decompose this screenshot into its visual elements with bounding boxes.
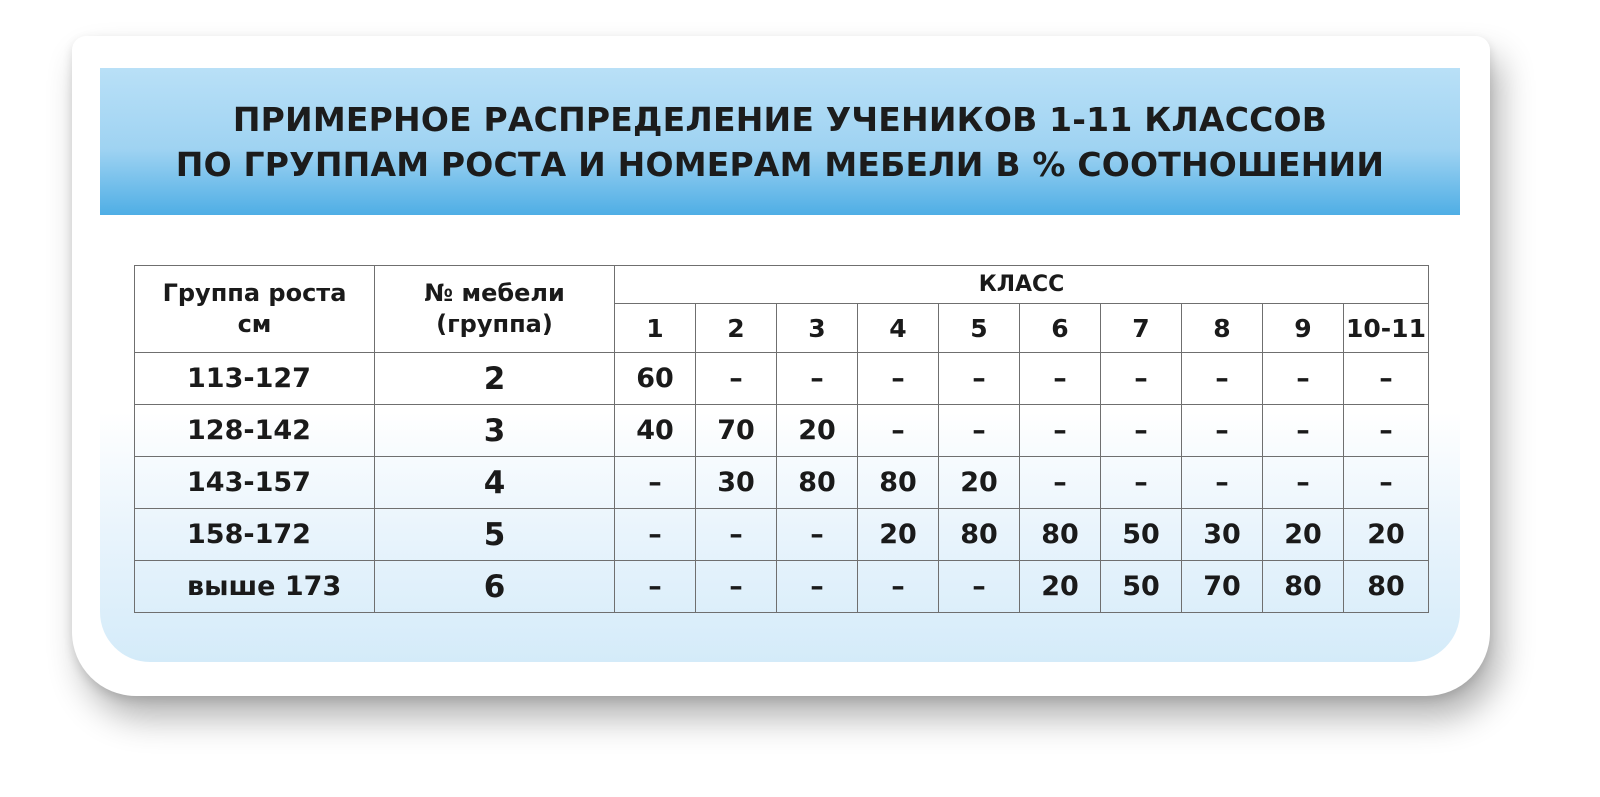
height-group-cell: 158-172 [135, 509, 375, 561]
class-header: 10-11 [1344, 304, 1429, 353]
class-header: 3 [777, 304, 858, 353]
value-cell: – [1020, 457, 1101, 509]
height-group-cell: 143-157 [135, 457, 375, 509]
table-row [135, 353, 1429, 405]
class-header: 5 [939, 304, 1020, 353]
value-cell: 80 [777, 457, 858, 509]
class-header: 1 [615, 304, 696, 353]
value-cell: 80 [1344, 561, 1429, 613]
table-row [135, 457, 1429, 509]
value-cell: – [858, 561, 939, 613]
class-header: 9 [1263, 304, 1344, 353]
class-header: 6 [1020, 304, 1101, 353]
value-cell: 70 [696, 405, 777, 457]
value-cell: 60 [615, 353, 696, 405]
value-cell: 80 [858, 457, 939, 509]
poster-card [72, 36, 1490, 696]
value-cell: – [615, 561, 696, 613]
class-header: 4 [858, 304, 939, 353]
header-class: КЛАСС [615, 266, 1429, 304]
value-cell: 20 [777, 405, 858, 457]
value-cell: – [777, 509, 858, 561]
furniture-number-cell: 2 [375, 353, 615, 405]
value-cell: 20 [939, 457, 1020, 509]
furniture-number-cell: 5 [375, 509, 615, 561]
value-cell: – [1182, 457, 1263, 509]
value-cell: – [939, 353, 1020, 405]
value-cell: – [1020, 405, 1101, 457]
value-cell: – [615, 509, 696, 561]
value-cell: – [1101, 405, 1182, 457]
table-row [135, 561, 1429, 613]
table-row [135, 405, 1429, 457]
value-cell: 50 [1101, 509, 1182, 561]
header-height-group-line1: Группа роста [162, 279, 347, 307]
value-cell: – [858, 405, 939, 457]
value-cell: 30 [1182, 509, 1263, 561]
height-group-cell: выше 173 [135, 561, 375, 613]
value-cell: – [1020, 353, 1101, 405]
table-row [135, 509, 1429, 561]
value-cell: 30 [696, 457, 777, 509]
value-cell: – [1263, 405, 1344, 457]
value-cell: – [615, 457, 696, 509]
value-cell: – [939, 405, 1020, 457]
value-cell: 50 [1101, 561, 1182, 613]
value-cell: 70 [1182, 561, 1263, 613]
header-furniture [375, 266, 615, 353]
value-cell: – [696, 561, 777, 613]
value-cell: – [1182, 353, 1263, 405]
value-cell: – [1263, 353, 1344, 405]
height-group-cell: 113-127 [135, 353, 375, 405]
value-cell: 20 [1344, 509, 1429, 561]
value-cell: 80 [939, 509, 1020, 561]
class-header: 7 [1101, 304, 1182, 353]
title-banner [100, 68, 1460, 215]
value-cell: 80 [1020, 509, 1101, 561]
furniture-number-cell: 6 [375, 561, 615, 613]
value-cell: – [777, 353, 858, 405]
value-cell: – [1344, 353, 1429, 405]
title-line-2: ПО ГРУППАМ РОСТА И НОМЕРАМ МЕБЕЛИ В % СООТНОШЕНИИ [175, 144, 1385, 184]
distribution-table [134, 265, 1429, 613]
value-cell: 40 [615, 405, 696, 457]
value-cell: 80 [1263, 561, 1344, 613]
height-group-cell: 128-142 [135, 405, 375, 457]
value-cell: – [777, 561, 858, 613]
value-cell: – [1101, 457, 1182, 509]
furniture-number-cell: 4 [375, 457, 615, 509]
value-cell: – [1182, 405, 1263, 457]
class-header: 2 [696, 304, 777, 353]
value-cell: – [1344, 405, 1429, 457]
value-cell: 20 [1263, 509, 1344, 561]
header-furniture-line2: (группа) [436, 310, 553, 338]
furniture-number-cell: 3 [375, 405, 615, 457]
class-header: 8 [1182, 304, 1263, 353]
title-line-1: ПРИМЕРНОЕ РАСПРЕДЕЛЕНИЕ УЧЕНИКОВ 1-11 КЛАССОВ [232, 99, 1328, 139]
value-cell: – [696, 353, 777, 405]
value-cell: – [939, 561, 1020, 613]
header-height-group-line2: см [237, 310, 272, 338]
value-cell: – [1263, 457, 1344, 509]
header-furniture-line1: № мебели [424, 279, 565, 307]
value-cell: 20 [858, 509, 939, 561]
header-height-group [135, 266, 375, 353]
value-cell: – [858, 353, 939, 405]
value-cell: 20 [1020, 561, 1101, 613]
value-cell: – [696, 509, 777, 561]
value-cell: – [1344, 457, 1429, 509]
value-cell: – [1101, 353, 1182, 405]
